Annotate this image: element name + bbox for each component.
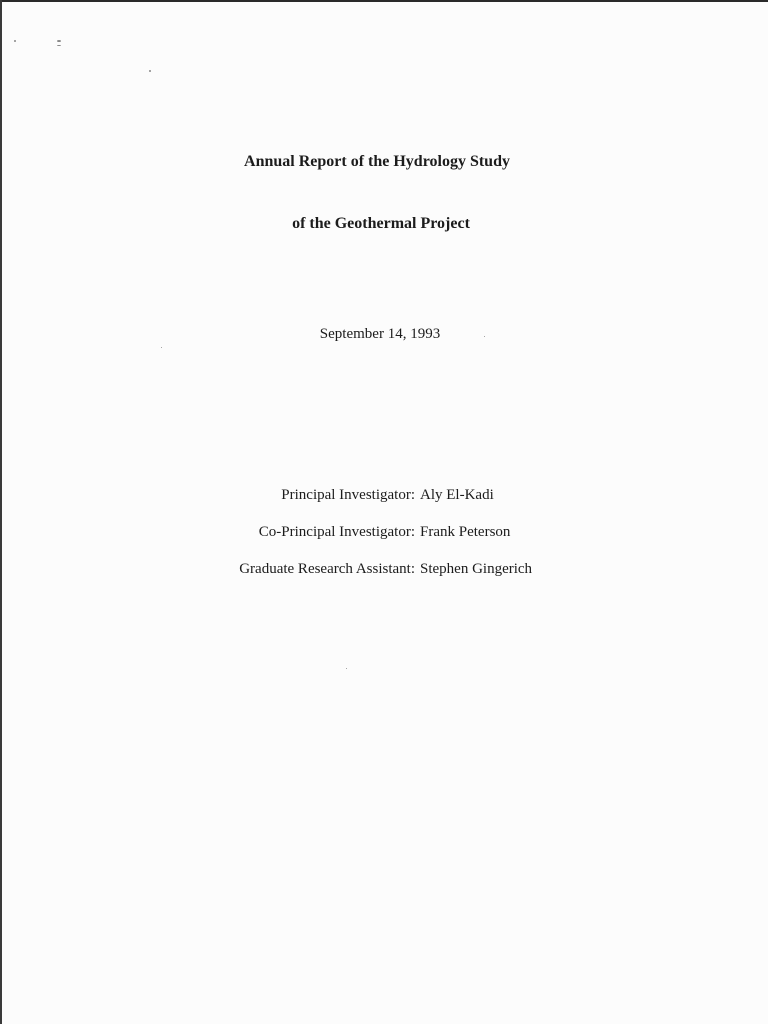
personnel-row (0, 524, 768, 544)
personnel-name: Aly El-Kadi (420, 487, 494, 503)
personnel-row (0, 487, 768, 507)
personnel-role: Principal Investigator: (281, 487, 415, 503)
scan-speck (57, 40, 61, 42)
scan-speck (14, 40, 16, 42)
report-title-line-2: of the Geothermal Project (292, 215, 470, 232)
scan-speck (346, 668, 347, 669)
scan-speck (57, 45, 61, 46)
personnel-row (0, 561, 768, 581)
personnel-name: Stephen Gingerich (420, 561, 533, 577)
scan-speck (161, 347, 162, 348)
report-title-line-1: Annual Report of the Hydrology Study (244, 153, 510, 170)
scan-edge-top (0, 0, 768, 2)
scan-speck (149, 70, 151, 72)
personnel-name: Frank Peterson (420, 524, 511, 540)
report-date: September 14, 1993 (319, 326, 441, 342)
personnel-role: Graduate Research Assistant: (239, 561, 415, 577)
personnel-role: Co-Principal Investigator: (258, 524, 415, 540)
